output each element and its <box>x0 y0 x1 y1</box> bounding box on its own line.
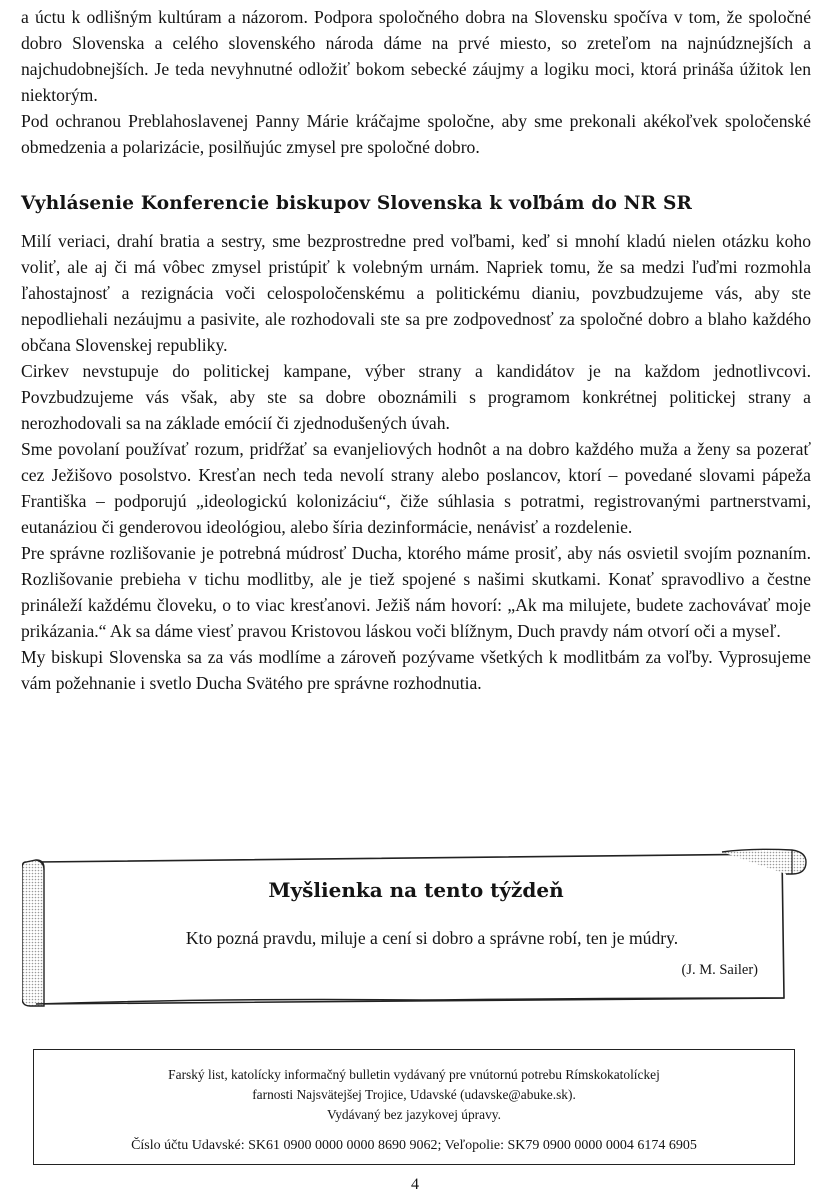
intro-text <box>21 4 811 160</box>
section-paragraph: My biskupi Slovenska sa za vás modlíme a zároveň pozývame všetkých k modlitbám za voľby. Vyprosujeme vám požehnanie i svetlo Ducha Svätého pre správne rozhodnutia. <box>21 647 811 693</box>
section-body <box>21 228 811 696</box>
section-paragraph: Pre správne rozlišovanie je potrebná múdrosť Ducha, ktorého máme prosiť, aby nás osvietil svojím poznaním. Rozlišovanie prebieha v tichu modlitby, ale je tiež spojené s našimi skutkami. Konať spravodlivo a čestne prináleží každému človeku, o to viac kresťanovi. Ježiš nám hovorí: „Ak ma milujete, budete zachovávať moje prikázania.“ Ak sa dáme viesť pravou Kristovou láskou voči blížnym, Duch pravdy nám otvorí oči a myseľ. <box>21 543 811 641</box>
thought-scroll-banner <box>22 848 810 1008</box>
footer-account-line: Číslo účtu Udavské: SK61 0900 0000 0000 8690 9062; Veľopolie: SK79 0900 0000 0004 6174 6905 <box>131 1138 697 1153</box>
thought-quote: Kto pozná pravdu, miluje a cení si dobro a správne robí, ten je múdry. <box>185 928 679 948</box>
footer-box <box>33 1049 795 1165</box>
footer-line: Farský list, katolícky informačný bulletin vydávaný pre vnútornú potrebu Rímskokatolíckej <box>168 1067 660 1082</box>
intro-paragraph: a úctu k odlišným kultúram a názorom. Podpora spoločného dobra na Slovensku spočíva v tom, že spoločné dobro Slovenska a celého slovenského národa dáme na prvé miesto, so zreteľom na najnúdznejších a najchudobnejších. Je teda nevyhnutné odložiť bokom sebecké záujmy a logiku moci, ktorá prináša úžitok len niektorým. <box>21 7 811 105</box>
section-paragraph: Sme povolaní používať rozum, pridŕžať sa evanjeliových hodnôt a na dobro každého muža a ženy sa pozerať cez Ježišovo posolstvo. Kresťan nech teda nevolí strany alebo poslancov, ktorí – povedané slovami pápeža Františka – podporujú „ideologickú kolonizáciu“, čiže súhlasia s potratmi, registrovanými partnerstvami, eutanáziou či genderovou ideológiou, alebo šíria dezinformácie, nenávisť a rozdelenie. <box>21 439 811 537</box>
section-paragraph: Milí veriaci, drahí bratia a sestry, sme bezprostredne pred voľbami, keď si mnohí kladú nielen otázku koho voliť, ale aj či má vôbec zmysel pristúpiť k volebným urnám. Napriek tomu, že sa medzi ľuďmi rozmohla ľahostajnosť a rezignácia voči celospoločenskému a politickému dianiu, povzbudzujeme vás, aby ste nepodliehali nezáujmu a pasivite, ale rozhodovali ste sa pre zodpovednosť za spoločné dobro a blaho každého občana Slovenskej republiky. <box>21 231 811 355</box>
page-number: 4 <box>411 1176 419 1193</box>
section-paragraph: Cirkev nevstupuje do politickej kampane, výber strany a kandidátov je na každom jednotlivcovi. Povzbudzujeme vás však, aby ste sa dobre oboznámili s programom konkrétnej politickej strany a nerozhodovali sa na základe emócií či zjednodušených úvah. <box>21 361 811 433</box>
intro-paragraph: Pod ochranou Preblahoslavenej Panny Márie kráčajme spoločne, aby sme prekonali akékoľvek spoločenské obmedzenia a polarizácie, posilňujúc zmysel pre spoločné dobro. <box>21 111 811 157</box>
footer-line: Vydávaný bez jazykovej úpravy. <box>327 1107 501 1122</box>
thought-author: (J. M. Sailer) <box>681 962 758 978</box>
footer-line: farnosti Najsvätejšej Trojice, Udavské (udavske@abuke.sk). <box>252 1087 576 1102</box>
section-title: Vyhlásenie Konferencie biskupov Slovenska k voľbám do NR SR <box>21 193 693 214</box>
thought-title: Myšlienka na tento týždeň <box>268 878 564 902</box>
